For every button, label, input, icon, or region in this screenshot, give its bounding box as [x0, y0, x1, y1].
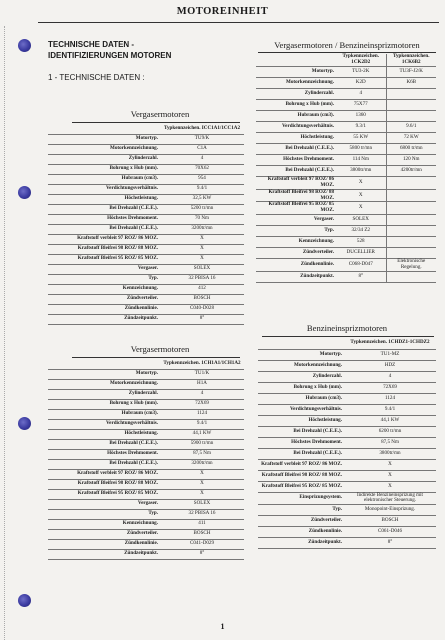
table-row — [258, 470, 436, 481]
spec-value: 4 — [160, 154, 244, 164]
binding-edge — [4, 26, 9, 640]
type-code-header: Typkennzeichen. 1CH1A1/1CH1A2 — [160, 359, 244, 369]
spec-value: 5900 tr/mn — [160, 439, 244, 449]
table-row — [258, 426, 436, 437]
spec-value: BOSCH — [160, 294, 244, 304]
spec-label: Höchstes Drehmoment. — [48, 214, 160, 224]
spec-value — [386, 248, 436, 259]
table-row — [48, 449, 244, 459]
table-row — [256, 272, 436, 283]
table-row — [48, 154, 244, 164]
spec-label: Kennzeichnung. — [48, 519, 160, 529]
table-row — [256, 121, 436, 132]
spec-label: Kraftstoff verbleit 97 ROZ/ 86 MOZ. — [256, 176, 336, 189]
spec-value: 9.4/1 — [344, 404, 436, 415]
spec-label: Motortyp. — [48, 369, 160, 379]
spec-label: Bohrung x Hub (mm). — [48, 399, 160, 409]
spec-value: 120 Nm — [386, 154, 436, 165]
block-d-rule — [262, 336, 434, 337]
spec-label: Kraftstoff Bleifrei 95 ROZ/ 85 MOZ. — [48, 254, 160, 264]
spec-value — [386, 202, 436, 215]
spec-label: Zündkennlinie. — [48, 304, 160, 314]
spec-value: TU9/K — [160, 134, 244, 144]
table-row — [256, 237, 436, 248]
spec-value: 3200tr/mn — [160, 224, 244, 234]
spec-value: 70 Nm — [160, 214, 244, 224]
table-row — [48, 429, 244, 439]
table-row — [48, 529, 244, 539]
spec-value: TU3-2K — [336, 66, 386, 77]
section-subtitle: 1 - TECHNISCHE DATEN : — [48, 73, 145, 82]
table-row — [256, 165, 436, 176]
type-code-header: Typkennzeichen. 1CHDZ1-1CHDZ2 — [344, 338, 436, 349]
header-blank-cell — [256, 54, 336, 66]
spec-label: Typ. — [256, 226, 336, 237]
table-header-row — [48, 359, 244, 369]
spec-value: 6800 tr/mn — [386, 143, 436, 154]
spec-value: X — [160, 244, 244, 254]
spec-label: Höchstes Drehmoment. — [48, 449, 160, 459]
table-row — [256, 202, 436, 215]
spec-label: Hubraum (cm3). — [258, 393, 344, 404]
spec-label: Verdichtungsverhältnis. — [256, 121, 336, 132]
spec-value: 3200tr/mn — [160, 459, 244, 469]
spec-label: Zündzeitpunkt. — [258, 538, 344, 549]
page-title: MOTOREINHEIT — [176, 6, 269, 17]
spec-label: Bei Drehzahl (C.E.E.). — [48, 459, 160, 469]
spec-value: X — [344, 470, 436, 481]
table-row — [256, 143, 436, 154]
table-row — [258, 481, 436, 492]
spec-value: Monopoint-Einsprizung. — [344, 505, 436, 516]
table-row — [48, 214, 244, 224]
table-header-row — [258, 338, 436, 349]
spec-label: Kennzeichnung. — [256, 237, 336, 248]
spec-label: Kraftstoff verbleit 97 ROZ/ 86 MOZ. — [48, 469, 160, 479]
table-row — [256, 99, 436, 110]
table-row — [48, 244, 244, 254]
table-row — [258, 505, 436, 516]
spec-label: Einsprizungsystem. — [258, 492, 344, 505]
spec-value: SOLEX — [160, 499, 244, 509]
spec-label: Zylinderzahl. — [48, 389, 160, 399]
header-blank-cell — [48, 359, 160, 369]
spec-value: Indirekte Benzineinsprizung mit elektronischer Steuerung. — [344, 492, 436, 505]
spec-value: C061-D046 — [344, 527, 436, 538]
spec-value: 1124 — [344, 393, 436, 404]
spec-label: Verdichtungsverhältnis. — [48, 184, 160, 194]
table-row — [48, 294, 244, 304]
table-row — [256, 77, 436, 88]
spec-value: 3800tr/mn — [336, 165, 386, 176]
spec-value: X — [344, 459, 436, 470]
table-row — [48, 469, 244, 479]
spec-value — [386, 110, 436, 121]
table-row — [48, 439, 244, 449]
table-row — [48, 399, 244, 409]
block-b-title: Vergasermotoren / Benzineinsprizmotoren — [274, 40, 420, 50]
spec-value: TU1/K — [160, 369, 244, 379]
spec-value: 1360 — [336, 110, 386, 121]
spec-label: Typ. — [48, 509, 160, 519]
spec-label: Motorkennzeichnung. — [258, 360, 344, 371]
section-title-line2: IDENTIFIZIERUNGEN MOTOREN — [48, 51, 172, 60]
spec-label: Zündverteiler. — [48, 294, 160, 304]
punch-hole-icon — [18, 186, 31, 199]
title-rule — [38, 22, 439, 23]
spec-value — [386, 189, 436, 202]
spec-label: Kraftstoff Bleifrei 95 ROZ/ 85 MOZ. — [256, 202, 336, 215]
table-row — [256, 88, 436, 99]
punch-hole-icon — [18, 594, 31, 607]
spec-label: Zündzeitpunkt. — [48, 549, 160, 559]
spec-value: 9.4/1 — [160, 419, 244, 429]
block-d-title: Benzineinsprizmotoren — [306, 323, 388, 333]
spec-label: Zündverteiler. — [256, 248, 336, 259]
spec-value: 32 PBISA 16 — [160, 274, 244, 284]
spec-label: Motorkennzeichnung. — [48, 144, 160, 154]
spec-label: Zylinderzahl. — [256, 88, 336, 99]
table-row — [258, 415, 436, 426]
page-number: 1 — [220, 622, 225, 631]
table-row — [48, 254, 244, 264]
spec-table-c — [48, 359, 244, 560]
spec-value: 4 — [160, 389, 244, 399]
spec-label: Kraftstoff verbleit 97 ROZ/ 86 MOZ. — [258, 459, 344, 470]
spec-label: Zündkennlinie. — [256, 259, 336, 272]
spec-label: Bei Drehzahl (C.E.E.). — [48, 204, 160, 214]
block-a-title: Vergasermotoren — [130, 109, 190, 119]
table-row — [48, 499, 244, 509]
spec-value: 9.4/1 — [160, 184, 244, 194]
table-row — [48, 389, 244, 399]
spec-value: SOLEX — [160, 264, 244, 274]
spec-label: Höchstes Drehmoment. — [256, 154, 336, 165]
spec-value: 8° — [160, 314, 244, 324]
spec-value: 5800 tr/mn — [336, 143, 386, 154]
table-row — [258, 404, 436, 415]
table-row — [258, 371, 436, 382]
type-code-header: Typkennzeichen. ICC1A1/1CC1A2 — [160, 124, 244, 134]
table-row — [256, 215, 436, 226]
table-row — [48, 409, 244, 419]
spec-label: Zylinderzahl. — [258, 371, 344, 382]
spec-value: 3800tr/mn — [344, 448, 436, 459]
spec-value — [386, 237, 436, 248]
table-row — [258, 448, 436, 459]
table-row — [48, 509, 244, 519]
spec-value: C040-D028 — [160, 304, 244, 314]
spec-label: Hubraum (cm3). — [48, 174, 160, 184]
spec-value: X — [336, 189, 386, 202]
spec-value: 44,1 KW — [344, 415, 436, 426]
table-row — [48, 284, 244, 294]
spec-label: Zylinderzahl. — [48, 154, 160, 164]
table-row — [258, 538, 436, 549]
table-header-row — [256, 54, 436, 66]
spec-label: Zündverteiler. — [48, 529, 160, 539]
spec-value: Elektronische Regelung. — [386, 259, 436, 272]
spec-label: Kraftstoff verbleit 97 ROZ/ 86 MOZ. — [48, 234, 160, 244]
spec-value: X — [336, 202, 386, 215]
spec-label: Höchstes Drehmoment. — [258, 437, 344, 448]
spec-value: 87,5 Nm — [344, 437, 436, 448]
table-row — [258, 349, 436, 360]
spec-value: X — [160, 234, 244, 244]
spec-label: Kennzeichnung. — [48, 284, 160, 294]
spec-value — [386, 88, 436, 99]
spec-value: BOSCH — [344, 516, 436, 527]
table-row — [48, 459, 244, 469]
spec-value: 32/34 Z2 — [336, 226, 386, 237]
table-row — [48, 194, 244, 204]
spec-value — [386, 215, 436, 226]
table-row — [256, 226, 436, 237]
table-row — [256, 132, 436, 143]
spec-value: 528 — [336, 237, 386, 248]
spec-label: Hubraum (cm3). — [48, 409, 160, 419]
table-row — [256, 259, 436, 272]
spec-value — [386, 176, 436, 189]
table-row — [48, 379, 244, 389]
table-row — [48, 264, 244, 274]
spec-label: Zündzeitpunkt. — [256, 272, 336, 283]
spec-value: TU3F-J2/K — [386, 66, 436, 77]
table-row — [48, 519, 244, 529]
spec-label: Bohrung x Hub (mm). — [256, 99, 336, 110]
table-row — [48, 274, 244, 284]
table-row — [48, 224, 244, 234]
spec-label: Verdichtungsverhältnis. — [48, 419, 160, 429]
table-row — [48, 204, 244, 214]
spec-value: 87,5 Nm — [160, 449, 244, 459]
spec-label: Hubraum (cm3). — [256, 110, 336, 121]
spec-label: Höchstleistung. — [258, 415, 344, 426]
spec-value: SOLEX — [336, 215, 386, 226]
type-code-header: Typkennzeichen. 1CK6B2 — [386, 54, 436, 66]
spec-label: Vergaser. — [48, 499, 160, 509]
table-row — [258, 437, 436, 448]
spec-value: 72 KW — [386, 132, 436, 143]
spec-label: Kraftstoff Bleifrei 98 ROZ/ 88 MOZ. — [48, 479, 160, 489]
table-row — [48, 549, 244, 559]
spec-value: TU1-MZ — [344, 349, 436, 360]
spec-table-d — [258, 338, 436, 549]
table-row — [48, 419, 244, 429]
spec-table-b — [256, 54, 436, 283]
spec-label: Vergaser. — [256, 215, 336, 226]
spec-value: 411 — [160, 519, 244, 529]
header-blank-cell — [48, 124, 160, 134]
spec-label: Bei Drehzahl (C.E.E.). — [48, 224, 160, 234]
spec-value: 9.6/1 — [386, 121, 436, 132]
spec-value: X — [160, 479, 244, 489]
spec-value — [386, 226, 436, 237]
spec-value: X — [160, 489, 244, 499]
spec-value: 70X62 — [160, 164, 244, 174]
spec-label: Kraftstoff Bleifrei 95 ROZ/ 85 MOZ. — [48, 489, 160, 499]
spec-value: 8° — [344, 538, 436, 549]
spec-label: Typ. — [48, 274, 160, 284]
table-row — [48, 314, 244, 324]
spec-value: X — [344, 481, 436, 492]
spec-table-a — [48, 124, 244, 325]
spec-value: 72X69 — [160, 399, 244, 409]
spec-value: 72X69 — [344, 382, 436, 393]
block-c-title: Vergasermotoren — [130, 344, 190, 354]
spec-label: Bohrung x Hub (mm). — [258, 382, 344, 393]
table-row — [48, 144, 244, 154]
spec-label: Kraftstoff Bleifrei 98 ROZ/ 88 MOZ. — [48, 244, 160, 254]
table-row — [258, 360, 436, 371]
table-row — [256, 66, 436, 77]
spec-label: Bei Drehzahl (C.E.E.). — [256, 165, 336, 176]
spec-label: Verdichtungsverhältnis. — [258, 404, 344, 415]
spec-label: Höchstleistung. — [48, 194, 160, 204]
punch-hole-icon — [18, 39, 31, 52]
table-row — [48, 174, 244, 184]
spec-value: 4 — [344, 371, 436, 382]
spec-value: 412 — [160, 284, 244, 294]
table-row — [48, 164, 244, 174]
spec-value — [386, 272, 436, 283]
table-row — [48, 539, 244, 549]
spec-value: 6200 tr/mn — [344, 426, 436, 437]
spec-label: Zündzeitpunkt. — [48, 314, 160, 324]
spec-value: 55 KW — [336, 132, 386, 143]
table-row — [256, 110, 436, 121]
spec-label: Kraftstoff Bleifrei 95 ROZ/ 85 MOZ. — [258, 481, 344, 492]
block-c-rule — [72, 357, 240, 358]
spec-label: Motortyp. — [258, 349, 344, 360]
spec-label: Bei Drehzahl (C.E.E.). — [48, 439, 160, 449]
spec-value: C068-D047 — [336, 259, 386, 272]
spec-value: BOSCH — [160, 529, 244, 539]
spec-label: Bei Drehzahl (C.E.E.). — [258, 448, 344, 459]
table-row — [48, 184, 244, 194]
spec-label: Zündverteiler. — [258, 516, 344, 527]
spec-value: 114 Nm — [336, 154, 386, 165]
table-row — [48, 479, 244, 489]
spec-label: Zündkennlinie. — [48, 539, 160, 549]
block-a-rule — [72, 122, 240, 123]
spec-value: 32,5 KW — [160, 194, 244, 204]
spec-value: 32 PBISA 16 — [160, 509, 244, 519]
header-blank-cell — [258, 338, 344, 349]
spec-label: Höchstleistung. — [256, 132, 336, 143]
table-row — [258, 516, 436, 527]
spec-value: H1A — [160, 379, 244, 389]
table-row — [48, 304, 244, 314]
table-header-row — [48, 124, 244, 134]
spec-value: 8° — [336, 272, 386, 283]
spec-label: Typ. — [258, 505, 344, 516]
spec-value: X — [160, 254, 244, 264]
table-row — [258, 393, 436, 404]
spec-label: Motorkennzeichnung. — [256, 77, 336, 88]
spec-label: Bei Drehzahl (C.E.E.). — [258, 426, 344, 437]
table-row — [258, 492, 436, 505]
table-row — [48, 134, 244, 144]
spec-value: K2D — [336, 77, 386, 88]
spec-value: 4 — [336, 88, 386, 99]
spec-value: HDZ — [344, 360, 436, 371]
spec-label: Kraftstoff Bleifrei 98 ROZ/ 88 MOZ. — [258, 470, 344, 481]
spec-label: Vergaser. — [48, 264, 160, 274]
table-row — [258, 459, 436, 470]
table-row — [48, 234, 244, 244]
spec-label: Bei Drehzahl (C.E.E.). — [256, 143, 336, 154]
table-row — [256, 176, 436, 189]
spec-value: K6B — [386, 77, 436, 88]
table-row — [258, 382, 436, 393]
table-row — [258, 527, 436, 538]
spec-label: Zündkennlinie. — [258, 527, 344, 538]
spec-label: Kraftstoff Bleifrei 98 ROZ/ 88 MOZ. — [256, 189, 336, 202]
punch-hole-icon — [18, 417, 31, 430]
spec-value: DUCELLIER — [336, 248, 386, 259]
spec-value: 4200tr/mn — [386, 165, 436, 176]
spec-value: X — [160, 469, 244, 479]
spec-label: Motortyp. — [48, 134, 160, 144]
spec-label: Höchstleistung. — [48, 429, 160, 439]
spec-value: 8° — [160, 549, 244, 559]
spec-value: 1124 — [160, 409, 244, 419]
type-code-header: Typkennzeichen. 1CK2D2 — [336, 54, 386, 66]
spec-value: 75X77 — [336, 99, 386, 110]
table-row — [256, 248, 436, 259]
spec-label: Motortyp. — [256, 66, 336, 77]
table-row — [48, 489, 244, 499]
spec-value — [386, 99, 436, 110]
spec-label: Bohrung x Hub (mm). — [48, 164, 160, 174]
table-row — [256, 154, 436, 165]
section-title-line1: TECHNISCHE DATEN - — [48, 40, 135, 49]
table-row — [256, 189, 436, 202]
spec-value: 954 — [160, 174, 244, 184]
spec-value: C041-D029 — [160, 539, 244, 549]
spec-value: 9.3/1 — [336, 121, 386, 132]
table-row — [48, 369, 244, 379]
spec-value: X — [336, 176, 386, 189]
spec-value: C1A — [160, 144, 244, 154]
spec-label: Motorkennzeichnung. — [48, 379, 160, 389]
spec-value: 44,1 KW — [160, 429, 244, 439]
spec-value: 5200 tr/mn — [160, 204, 244, 214]
